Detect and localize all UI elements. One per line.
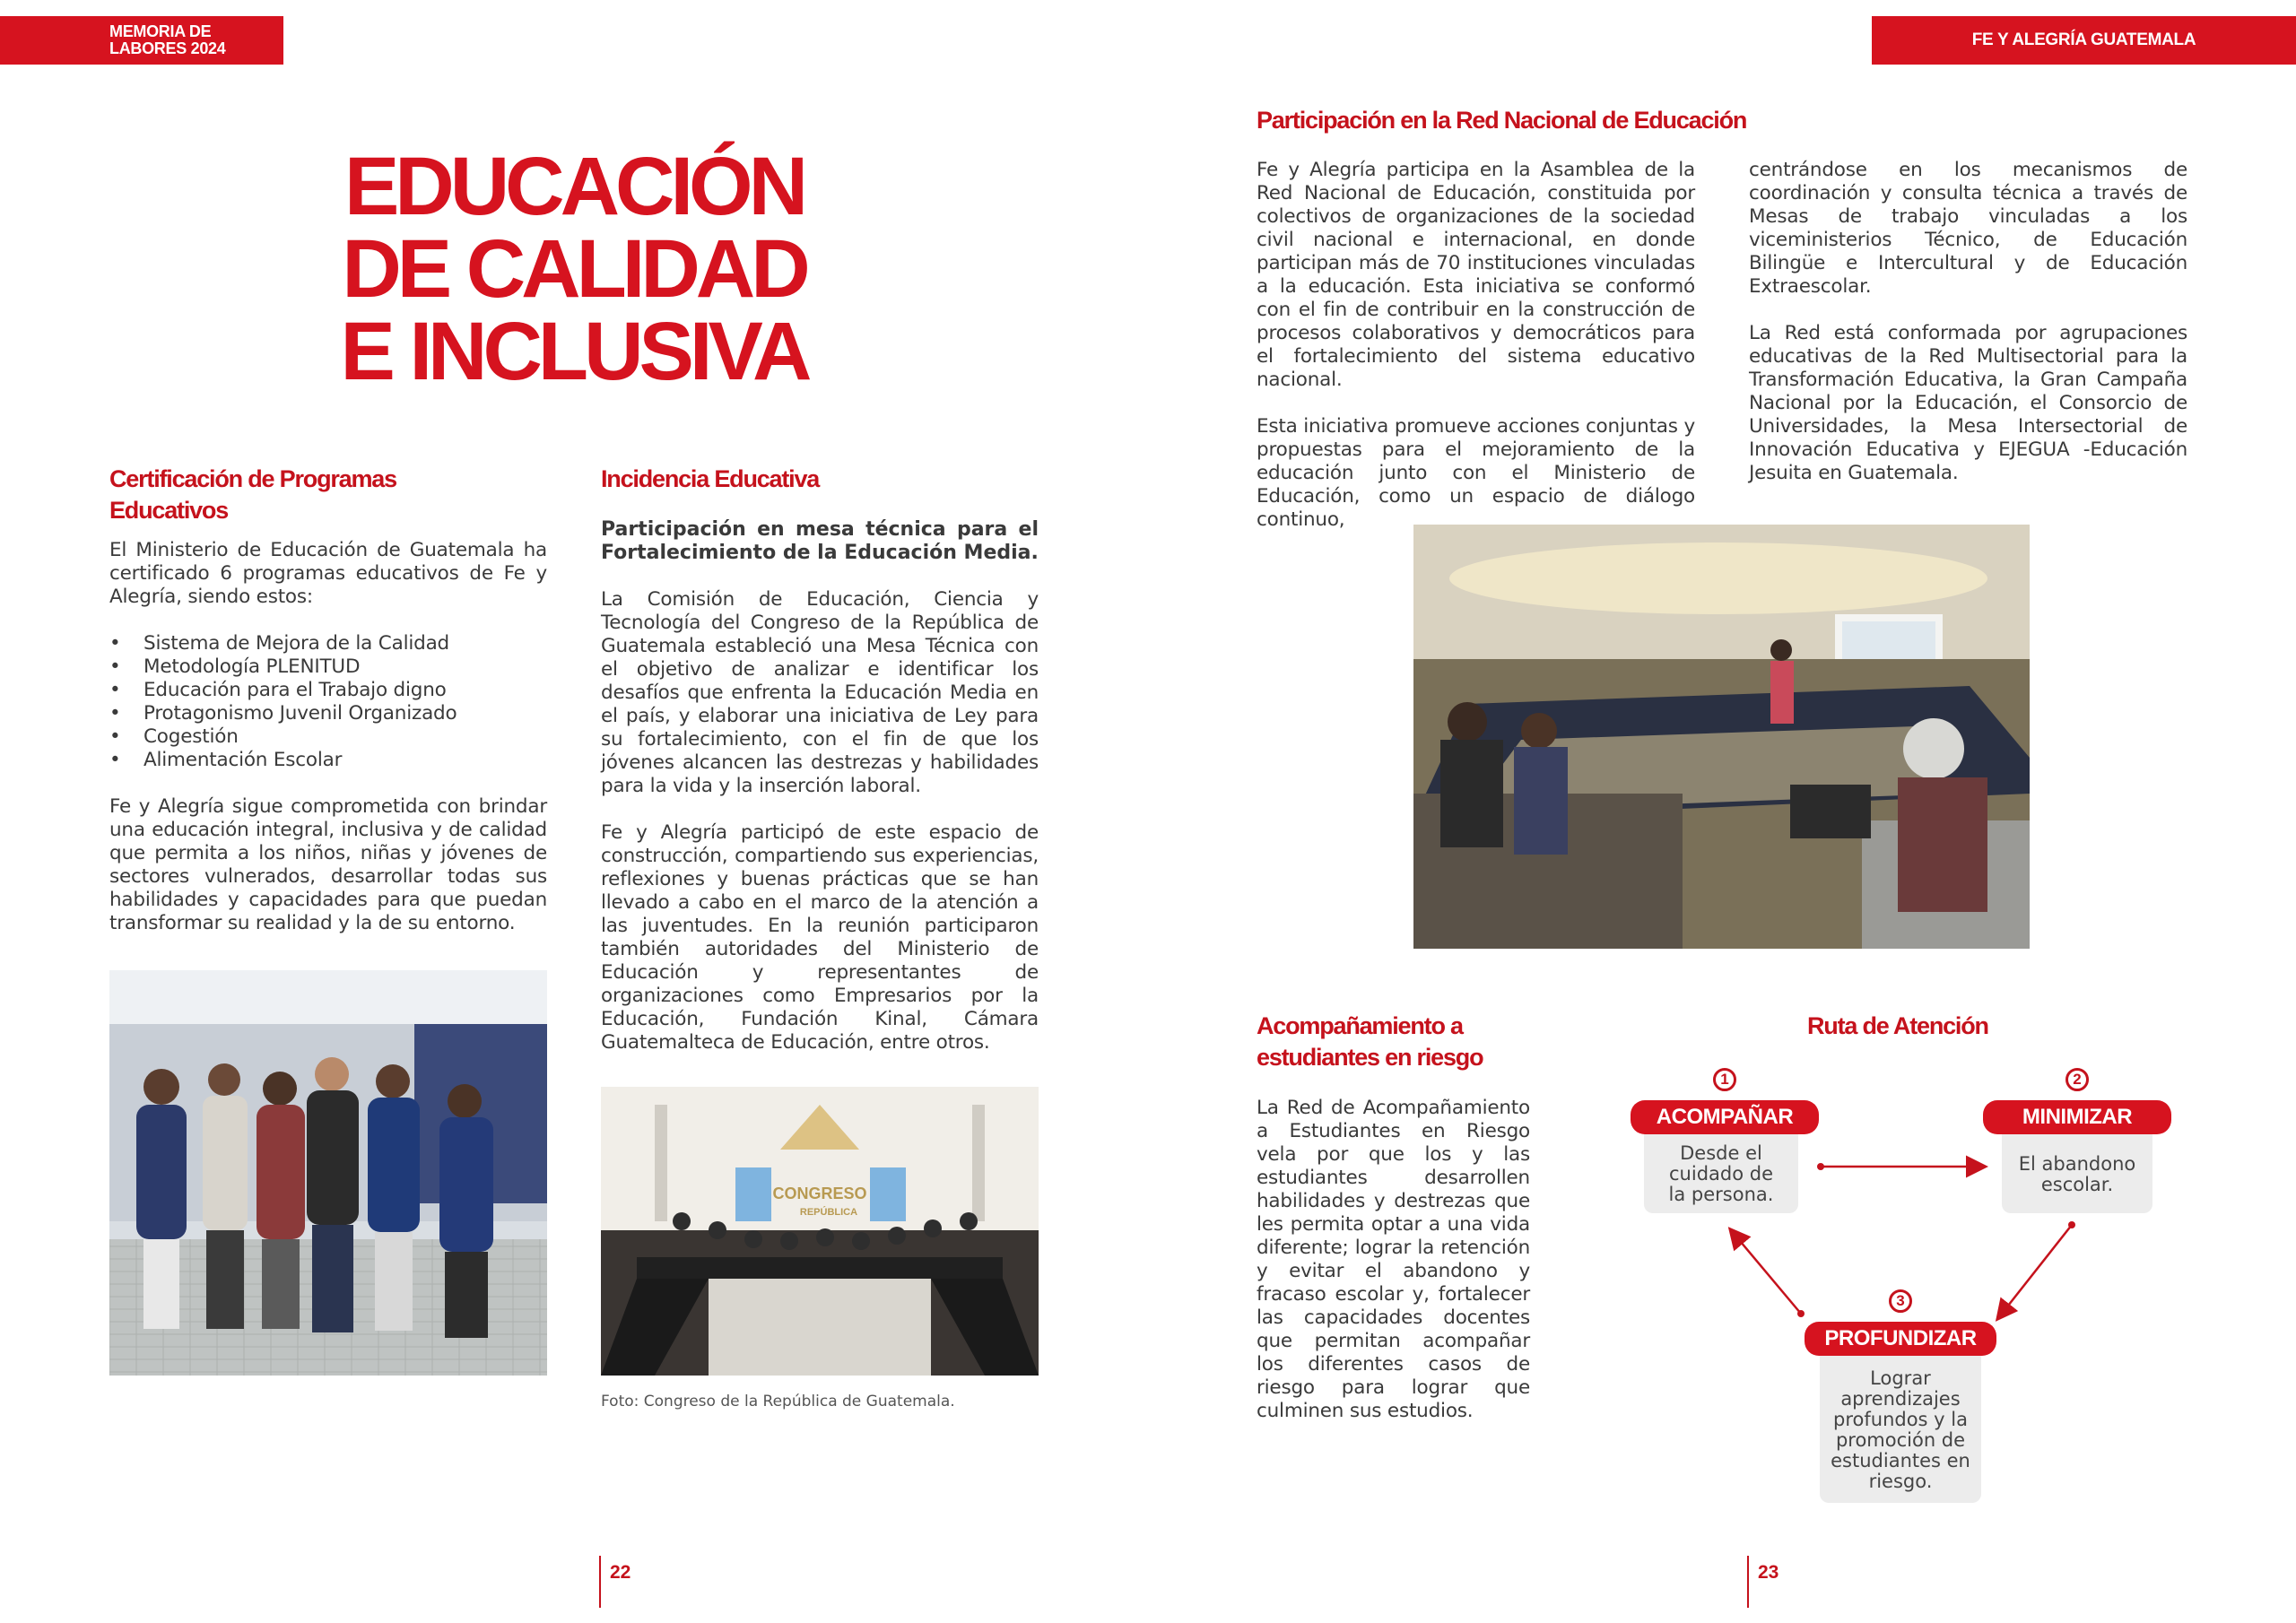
red-nacional-col1 bbox=[1257, 159, 1695, 555]
list-item: • Alimentación Escolar bbox=[109, 749, 547, 772]
list-item: • Metodología PLENITUD bbox=[109, 655, 547, 679]
certificacion-closing: Fe y Alegría sigue comprometida con brindar una educación integral, inclusiva y de calidad que permita a los niños, niñas y jóvenes de sectores vulnerados, desarrollar todas sus habilidades y capacidades para que puedan transformar su realidad y la de su entorno. bbox=[109, 795, 547, 934]
certificacion-intro: El Ministerio de Educación de Guatemala ha certificado 6 programas educativos de Fe y Alegría, siendo estos: bbox=[109, 539, 547, 608]
title-line-3: E INCLUSIVA bbox=[340, 306, 808, 397]
congreso-sign-sub: REPÚBLICA bbox=[799, 1207, 858, 1218]
step-1-label: ACOMPAÑAR bbox=[1631, 1100, 1819, 1134]
red-nacional-paragraph-1: Fe y Alegría participa en la Asamblea de la Red Nacional de Educación, constituida por colectivos de organizaciones de la sociedad civil nacional e internacional, en donde participan más de 70 instituciones vinculadas a la educación. Esta iniciativa se conformó con el fin de contribuir en la construcción de procesos colaborativos y democráticos para el fortalecimiento del sistema educativo nacional. bbox=[1257, 159, 1695, 391]
header-left-line2: LABORES 2024 bbox=[109, 39, 226, 57]
list-item: • Protagonismo Juvenil Organizado bbox=[109, 702, 547, 725]
list-item: • Cogestión bbox=[109, 725, 547, 749]
step-3-desc-line: estudiantes en bbox=[1831, 1450, 1970, 1471]
step-3-desc-line: riesgo. bbox=[1868, 1471, 1933, 1492]
step-3-number: 3 bbox=[1889, 1289, 1912, 1313]
red-nacional-col2 bbox=[1749, 159, 2187, 508]
header-right-tab: FE Y ALEGRÍA GUATEMALA bbox=[1872, 16, 2296, 65]
step-2-label: MINIMIZAR bbox=[1983, 1100, 2171, 1134]
acompanamiento-heading bbox=[1257, 1011, 1530, 1073]
step-2-number: 2 bbox=[2066, 1068, 2089, 1091]
step-3-desc-line: Lograr bbox=[1870, 1367, 1931, 1389]
step-1-desc-line: cuidado de bbox=[1669, 1163, 1773, 1185]
title-line-1: EDUCACIÓN bbox=[344, 141, 804, 232]
title-line-2: DE CALIDAD bbox=[342, 223, 806, 315]
certificacion-heading bbox=[109, 464, 547, 526]
list-item: • Educación para el Trabajo digno bbox=[109, 679, 547, 702]
page-number-right: 23 bbox=[1747, 1556, 1779, 1608]
congreso-photo bbox=[601, 1087, 1039, 1376]
header-left-line1: MEMORIA DE bbox=[109, 22, 212, 40]
incidencia-subheading: Participación en mesa técnica para el Fortalecimiento de la Educación Media. bbox=[601, 518, 1039, 564]
step-1-desc-line: Desde el bbox=[1680, 1142, 1762, 1164]
group-photo bbox=[109, 970, 547, 1376]
acompanamiento-heading-line2: estudiantes en riesgo bbox=[1257, 1044, 1483, 1071]
photo-caption: Foto: Congreso de la República de Guatemala. bbox=[601, 1393, 955, 1410]
arrow-3-to-1 bbox=[1731, 1230, 1801, 1314]
step-1-box bbox=[1644, 1127, 1798, 1213]
step-1-desc-line: la persona. bbox=[1668, 1184, 1774, 1205]
certificacion-heading-line1: Certificación de Programas bbox=[109, 465, 396, 492]
step-3-desc-line: profundos y la bbox=[1833, 1409, 1968, 1430]
step-3-desc-line: aprendizajes bbox=[1840, 1388, 1961, 1410]
certificacion-section bbox=[109, 464, 547, 959]
header-left-tab bbox=[0, 16, 283, 65]
incidencia-paragraph-1: La Comisión de Educación, Ciencia y Tecnología del Congreso de la República de Guatemala estableció una Mesa Técnica con el objetivo de analizar e identificar los desafíos que enfrenta la Educación Media en el país, y elaborar una iniciativa de Ley para su fortalecimiento, con el fin de que los jóvenes alcancen las destrezas y habilidades para la vida y la inserción laboral. bbox=[601, 588, 1039, 797]
list-item: • Sistema de Mejora de la Calidad bbox=[109, 632, 547, 655]
red-nacional-heading: Participación en la Red Nacional de Educación bbox=[1257, 107, 1747, 134]
arrow-2-to-3 bbox=[1998, 1225, 2072, 1318]
step-2-box bbox=[2002, 1127, 2152, 1213]
red-nacional-paragraph-2: Esta iniciativa promueve acciones conjuntas y propuestas para el mejoramiento de la educación junto con el Ministerio de Educación, como un espacio de diálogo continuo, bbox=[1257, 415, 1695, 531]
red-nacional-paragraph-3: centrándose en los mecanismos de coordinación y consulta técnica a través de Mesas de trabajo vinculadas a los viceministerios Técnico, de Educación Bilingüe e Intercultural y de Educación Extraescolar. bbox=[1749, 159, 2187, 298]
ruta-heading: Ruta de Atención bbox=[1807, 1012, 1988, 1039]
acompanamiento-body: La Red de Acompañamiento a Estudiantes en Riesgo vela por que los y las estudiantes desarrollen habilidades y destrezas que les permita optar a una vida diferente; lograr la retención y evitar el abandono y fracaso escolar y, fortalecer las capacidades docentes que permitan acompañar los diferentes casos de riesgo para lograr que culminen sus estudios. bbox=[1257, 1097, 1530, 1422]
meeting-photo bbox=[1413, 525, 2030, 949]
page-number-left: 22 bbox=[599, 1556, 631, 1608]
incidencia-section bbox=[601, 464, 1039, 1078]
acompanamiento-section bbox=[1257, 1011, 1530, 1423]
step-3-box bbox=[1820, 1349, 1981, 1503]
step-3-desc-line: promoción de bbox=[1835, 1429, 1966, 1451]
step-2-desc-line: escolar. bbox=[2040, 1174, 2114, 1195]
congreso-photo-illustration bbox=[601, 1087, 1039, 1376]
congreso-sign: CONGRESO bbox=[772, 1185, 867, 1202]
acompanamiento-heading-line1: Acompañamiento a bbox=[1257, 1012, 1463, 1039]
programs-list bbox=[109, 632, 547, 772]
red-nacional-paragraph-4: La Red está conformada por agrupaciones educativas de la Red Multisectorial para la Transformación Educativa, la Gran Campaña Nacional por la Educación, el Consorcio de Universidades, la Mesa Intersectorial de Innovación Educativa y EJEGUA -Educación Jesuita en Guatemala. bbox=[1749, 322, 2187, 484]
page-title bbox=[323, 141, 825, 397]
incidencia-heading: Incidencia Educativa bbox=[601, 465, 820, 492]
step-1-number: 1 bbox=[1713, 1068, 1736, 1091]
step-2-desc-line: El abandono bbox=[2018, 1153, 2136, 1175]
group-photo-illustration bbox=[109, 970, 547, 1376]
certificacion-heading-line2: Educativos bbox=[109, 497, 229, 524]
step-3-label: PROFUNDIZAR bbox=[1805, 1322, 1996, 1356]
meeting-photo-illustration bbox=[1413, 525, 2030, 949]
incidencia-paragraph-2: Fe y Alegría participó de este espacio de construcción, compartiendo sus experiencias, reflexiones y buenas prácticas que se han llevado a cabo en el marco de la atención a las juventudes. En la reunión participaron también autoridades del Ministerio de Educación y representantes de organizaciones como Empresarios por la Educación, Fundación Kinal, Cámara Guatemalteca de Educación, entre otros. bbox=[601, 821, 1039, 1054]
